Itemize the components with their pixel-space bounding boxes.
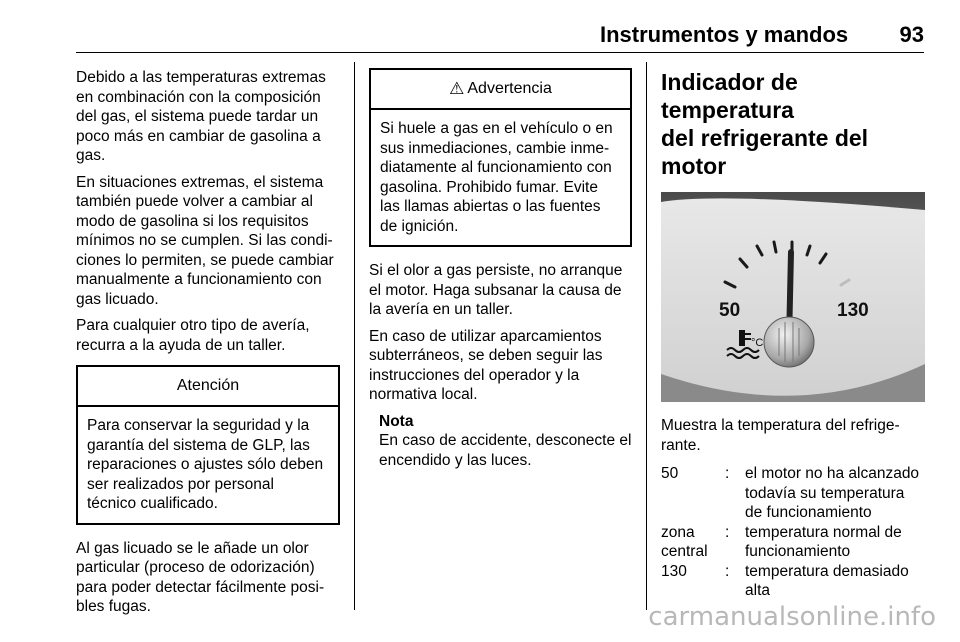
column-divider bbox=[354, 62, 355, 610]
gauge-knob bbox=[764, 317, 814, 367]
legend-separator: : bbox=[725, 523, 730, 541]
legend-term: zona central bbox=[661, 523, 708, 560]
paragraph: Al gas licuado se le añade un olor particular (proceso de odorización) para poder detectar fácilmente posi- bles fugas. bbox=[76, 539, 325, 615]
warning-box-title: Advertencia bbox=[467, 80, 552, 97]
gauge-legend bbox=[661, 464, 925, 601]
column-divider bbox=[646, 62, 647, 610]
legend-row bbox=[661, 464, 925, 523]
paragraph: En caso de utilizar aparcamientos subterráneos, se deben seguir las instrucciones del operador y la normativa local. bbox=[369, 327, 603, 403]
note bbox=[379, 412, 632, 471]
page-number: 93 bbox=[899, 22, 924, 47]
gauge-tick bbox=[774, 242, 776, 252]
legend-term: 130 bbox=[661, 562, 687, 580]
attention-box bbox=[76, 365, 340, 525]
watermark: carmanualsonline.info bbox=[648, 602, 936, 632]
paragraph: En situaciones extremas, el sistema también puede volver a cambiar al modo de gasolina si los requisitos mínimos no se cumplen. Si las condi- ciones lo permiten, se puede cambiar manualmente a funcionamiento con gas licuado. bbox=[76, 173, 334, 308]
legend-term: 50 bbox=[661, 465, 679, 482]
warning-triangle-icon: ⚠ bbox=[449, 79, 465, 98]
paragraph: Debido a las temperaturas extremas en combinación con la composición del gas, el sistema puede tardar un poco más en cambiar de gasolina a gas. bbox=[76, 69, 326, 164]
column-1 bbox=[76, 68, 340, 624]
attention-box-title: Atención bbox=[78, 367, 338, 407]
warning-box-body: Si huele a gas en el vehículo o en sus inmediaciones, cambie inme- diatamente al funcionamiento con gasolina. Prohibido fumar. Evite las llamas abiertas o las fuentes de ignición. bbox=[380, 120, 613, 235]
legend-definition: temperatura demasiado alta bbox=[745, 562, 909, 599]
paragraph: Si el olor a gas persiste, no arranque el motor. Haga subsanar la causa de la avería en un taller. bbox=[369, 262, 623, 318]
header-rule bbox=[76, 52, 924, 53]
legend-row bbox=[661, 562, 925, 601]
paragraph: Para cualquier otro tipo de avería, recurra a la ayuda de un taller. bbox=[76, 317, 310, 354]
gauge-face bbox=[661, 198, 925, 400]
legend-separator: : bbox=[725, 465, 730, 482]
attention-box-body: Para conservar la seguridad y la garantía del sistema de GLP, las reparaciones o ajustes sólo deben ser realizados por personal técnico cualificado. bbox=[87, 417, 324, 512]
section-title: Indicador de temperatura del refrigerante del motor bbox=[661, 69, 869, 179]
legend-definition: el motor no ha alcanzado todavía su temperatura de funcionamiento bbox=[745, 465, 920, 521]
note-body: En caso de accidente, desconecte el encendido y las luces. bbox=[379, 432, 632, 469]
legend-definition: temperatura normal de funcionamiento bbox=[745, 523, 902, 560]
gauge-unit: °C bbox=[751, 337, 764, 349]
gauge-label-low: 50 bbox=[719, 300, 741, 321]
column-2 bbox=[369, 68, 632, 470]
header-title: Instrumentos y mandos bbox=[600, 22, 849, 47]
gauge-caption: Muestra la temperatura del refrige- rante. bbox=[661, 417, 900, 454]
coolant-temperature-gauge bbox=[661, 192, 925, 402]
gauge-label-high: 130 bbox=[837, 300, 869, 321]
warning-box-header bbox=[371, 70, 630, 110]
legend-row bbox=[661, 523, 925, 562]
warning-box bbox=[369, 68, 632, 247]
column-3 bbox=[661, 68, 925, 601]
note-title: Nota bbox=[379, 412, 414, 430]
legend-separator: : bbox=[725, 562, 730, 580]
